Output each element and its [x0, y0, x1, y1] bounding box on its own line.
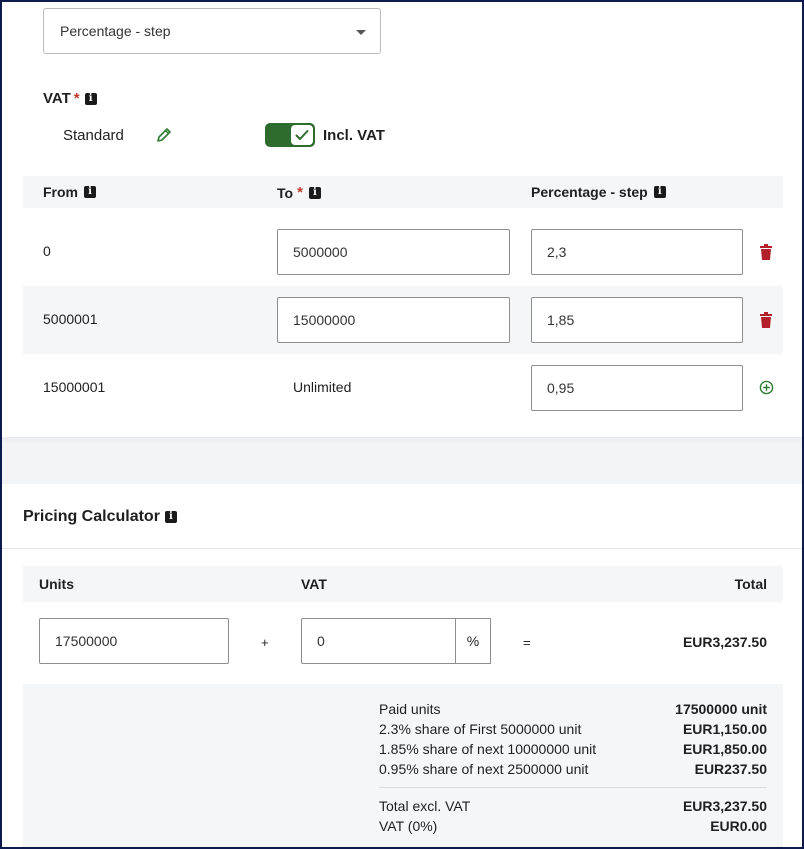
header-vat: VAT	[301, 576, 327, 592]
info-icon[interactable]: i	[85, 93, 97, 105]
tier-table-header	[23, 176, 783, 208]
tier-to-input[interactable]: 5000000	[277, 229, 510, 275]
info-icon[interactable]: i	[309, 187, 321, 199]
breakdown-value: EUR237.50	[694, 761, 767, 777]
toggle-knob	[291, 125, 313, 145]
tier-from-value: 0	[43, 243, 51, 259]
info-icon[interactable]: i	[165, 511, 177, 523]
tier-row	[23, 354, 783, 422]
header-from-label: From	[43, 184, 78, 200]
breakdown-divider	[379, 787, 767, 788]
plus-circle-icon[interactable]	[759, 380, 774, 395]
header-from	[43, 184, 96, 200]
info-icon[interactable]: i	[654, 186, 666, 198]
pricing-model-select[interactable]	[43, 8, 381, 54]
caret-down-icon	[356, 30, 366, 35]
summary-label: Total excl. VAT	[379, 798, 471, 814]
calculator-header	[23, 566, 783, 602]
breakdown-label: 1.85% share of next 10000000 unit	[379, 741, 597, 757]
tier-percentage-input[interactable]: 1,85	[531, 297, 743, 343]
incl-vat-label: Incl. VAT	[323, 127, 385, 144]
summary-value: EUR3,237.50	[682, 798, 767, 814]
tier-row	[23, 218, 783, 286]
pricing-calculator-card	[2, 484, 802, 849]
header-percentage-label: Percentage - step	[531, 184, 648, 200]
tier-to-input[interactable]: 15000000	[277, 297, 510, 343]
header-percentage	[531, 184, 666, 200]
vat-label-text: VAT	[43, 90, 71, 107]
calculator-title-text: Pricing Calculator	[23, 508, 160, 525]
breakdown-value: EUR1,150.00	[682, 721, 767, 737]
header-to-label: To	[277, 184, 294, 201]
check-icon	[295, 129, 309, 141]
breakdown-value: 17500000 unit	[675, 701, 767, 717]
incl-vat-toggle[interactable]	[265, 123, 315, 147]
divider	[2, 548, 802, 549]
required-marker: *	[297, 184, 303, 201]
plus-sign: +	[261, 635, 269, 650]
breakdown-label: 2.3% share of First 5000000 unit	[379, 721, 582, 737]
trash-icon[interactable]	[760, 244, 772, 260]
info-icon[interactable]: i	[84, 186, 96, 198]
summary-label: VAT (0%)	[379, 818, 438, 834]
total-value: EUR3,237.50	[682, 634, 767, 650]
header-total: Total	[734, 576, 767, 592]
summary-value: EUR0.00	[710, 818, 767, 834]
tier-from-value: 15000001	[43, 379, 106, 395]
breakdown-label: 0.95% share of next 2500000 unit	[379, 761, 589, 777]
pricing-model-value: Percentage - step	[60, 23, 171, 39]
percent-addon: %	[455, 618, 491, 664]
vat-percent-input[interactable]: 0	[301, 618, 456, 664]
calculator-title	[23, 508, 177, 526]
price-breakdown	[23, 684, 783, 849]
required-marker: *	[73, 90, 80, 107]
trash-icon[interactable]	[760, 312, 772, 328]
pencil-icon[interactable]	[156, 127, 172, 143]
units-input[interactable]: 17500000	[39, 618, 229, 664]
tier-from-value: 5000001	[43, 311, 98, 327]
breakdown-label: Paid units	[379, 701, 441, 717]
tier-percentage-input[interactable]: 0,95	[531, 365, 743, 411]
pricing-config-card	[2, 2, 802, 437]
header-units: Units	[39, 576, 74, 592]
vat-field-label	[43, 90, 97, 107]
vat-rate-name: Standard	[63, 127, 124, 144]
header-to	[277, 184, 321, 201]
tier-to-unlimited: Unlimited	[293, 379, 352, 395]
breakdown-value: EUR1,850.00	[682, 741, 767, 757]
equals-sign: =	[523, 635, 531, 650]
tier-percentage-input[interactable]: 2,3	[531, 229, 743, 275]
tier-row	[23, 286, 783, 354]
